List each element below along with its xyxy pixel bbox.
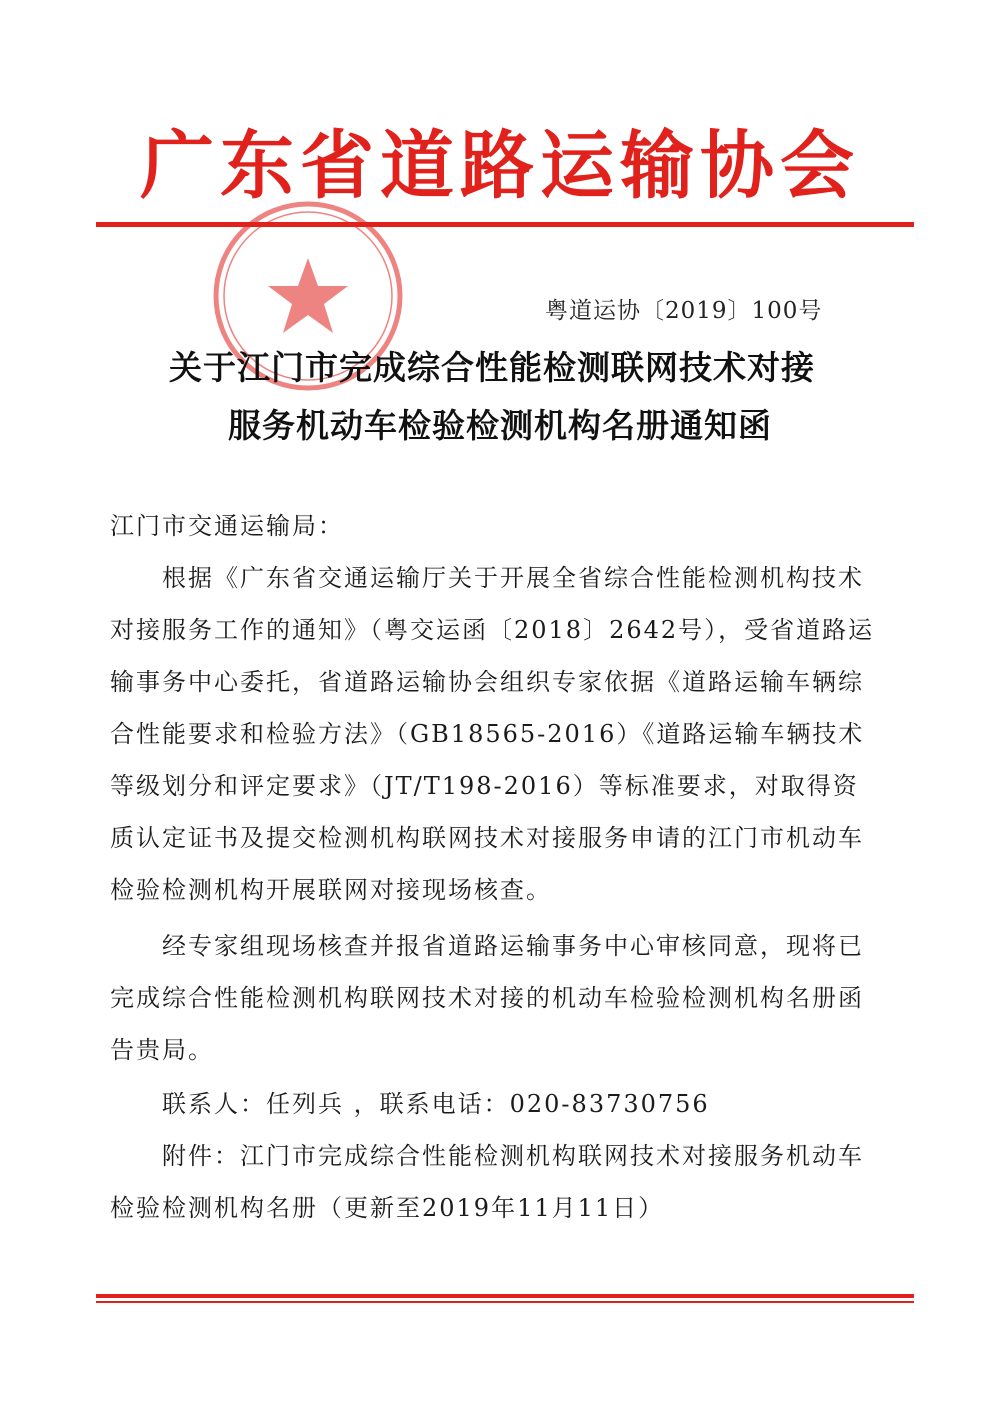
body-paragraph-2: 经专家组现场核查并报省道路运输事务中心审核同意，现将已完成综合性能检测机构联网技术对接的机动车检验检测机构名册函告贵局。 xyxy=(110,932,864,1064)
body-paragraph-1: 根据《广东省交通运输厅关于开展全省综合性能检测机构技术对接服务工作的通知》（粤交运函〔2018〕2642号），受省道路运输事务中心委托，省道路运输协会组织专家依据《道路运输车辆综合性能要求和检验方法》（GB18565-2016）《道路运输车辆技术等级划分和评定要求》（JT/T198-2016）等标准要求，对取得资质认定证书及提交检测机构联网技术对接服务申请的江门市机动车检验检测机构开展联网对接现场核查。 xyxy=(110,564,875,904)
salutation: 江门市交通运输局： xyxy=(110,512,344,540)
document-title-line-2: 服务机动车检验检测机构名册通知函 xyxy=(228,406,772,445)
document-title-line-1: 关于江门市完成综合性能检测联网技术对接 xyxy=(169,348,815,387)
footer-divider-thin xyxy=(96,1301,914,1303)
contact-line: 联系人：任列兵 ，联系电话：020-83730756 xyxy=(162,1090,710,1118)
organization-header: 广东省道路运输协会 xyxy=(140,123,860,209)
document-number: 粤道运协〔2019〕100号 xyxy=(545,298,823,324)
footer-divider-thick xyxy=(96,1294,914,1298)
attachment-line: 附件：江门市完成综合性能检测机构联网技术对接服务机动车检验检测机构名册（更新至2019年11月11日） xyxy=(110,1142,864,1222)
